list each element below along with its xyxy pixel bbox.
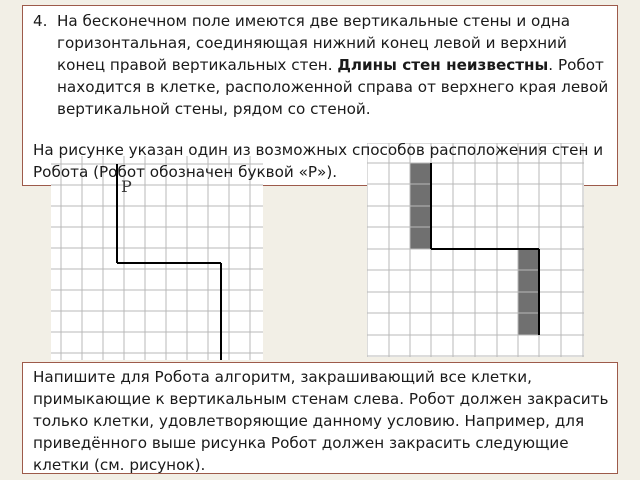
instruction-text: Напишите для Робота алгоритм, закрашивающий все клетки, примыкающие к вертикальным стенам слева. Робот должен закрасить только клетки, удовлетворяющие данному условию. Например, для приведённого выше рисунка Робот должен закрасить следующие клетки (см. рисунок). bbox=[33, 368, 609, 474]
grid-lines bbox=[51, 156, 263, 360]
robot-marker: Р bbox=[121, 177, 132, 196]
example-field bbox=[51, 156, 263, 360]
task-text-bold: Длины стен неизвестны bbox=[337, 56, 549, 74]
task-text-part2: . Робот находится в клетке, расположенной справа от верхнего края левой вертикальной стены, рядом со стеной. bbox=[57, 56, 609, 118]
task-number: 4. bbox=[33, 12, 48, 30]
task-statement bbox=[33, 10, 615, 120]
figure-caption: На рисунке указан один из возможных способов расположения стен и Робота (Робот обозначен буквой «Р»). bbox=[33, 141, 604, 181]
example-field-svg bbox=[51, 156, 263, 360]
task-text-part1: На бесконечном поле имеются две вертикальные стены и одна горизонтальная, соединяющая нижний конец левой и верхний конец правой вертикальных стен. bbox=[57, 12, 571, 74]
